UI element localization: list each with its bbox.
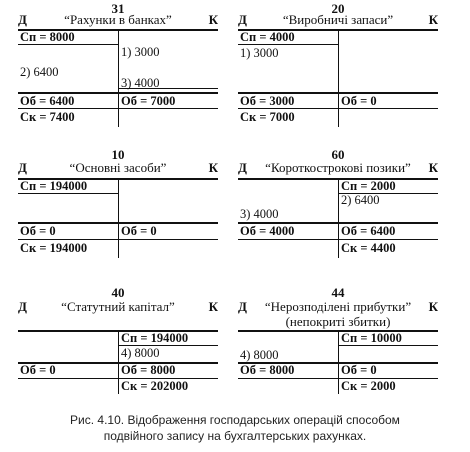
account-title: “ Нерозподілені прибутки ”	[254, 299, 422, 315]
account-title: “ Рахунки в банках ”	[34, 12, 202, 28]
turnover-underline	[238, 239, 438, 240]
opening-balance-credit: Сп = 2000	[341, 179, 396, 193]
closing-balance-credit: Ск = 4400	[341, 241, 396, 255]
credit-mark: К	[208, 160, 218, 175]
debit-mark: Д	[238, 299, 247, 314]
account-60	[238, 148, 438, 258]
turnover-underline	[18, 108, 218, 109]
opening-balance-debit: Сп = 4000	[240, 30, 295, 44]
credit-entry: 4) 8000	[121, 346, 160, 360]
account-header	[238, 299, 438, 315]
debit-mark: Д	[18, 299, 27, 314]
account-title: “ Статутний капітал ”	[34, 299, 202, 315]
t-divider	[118, 178, 119, 258]
turnover-underline	[238, 108, 438, 109]
turnover-underline	[238, 378, 438, 379]
turnover-debit: Об = 3000	[240, 94, 295, 108]
opening-balance-credit: Сп = 194000	[121, 331, 189, 345]
account-40	[18, 286, 218, 396]
debit-entry: 3) 4000	[240, 207, 279, 221]
opening-underline	[238, 44, 338, 45]
t-divider	[338, 29, 339, 127]
account-header	[18, 160, 218, 176]
account-header	[238, 160, 438, 176]
account-number: 44	[331, 285, 345, 300]
account-number: 20	[331, 1, 345, 16]
turnover-credit: Об = 0	[121, 224, 157, 238]
turnover-underline	[18, 239, 218, 240]
closing-balance-debit: Ск = 7400	[20, 110, 75, 124]
turnover-credit: Об = 6400	[341, 224, 396, 238]
account-number: 40	[111, 285, 125, 300]
figure-caption-line-1: Рис. 4.10. Відображення господарських операцій способом	[70, 413, 400, 427]
closing-balance-credit: Ск = 202000	[121, 379, 189, 393]
figure-caption-line-2: подвійного запису на бухгалтерських рахунках.	[103, 429, 367, 443]
credit-mark: К	[428, 160, 438, 175]
closing-balance-credit: Ск = 2000	[341, 379, 396, 393]
t-divider	[338, 178, 339, 258]
account-44	[238, 286, 438, 396]
closing-balance-debit: Ск = 7000	[240, 110, 295, 124]
account-number: 10	[111, 147, 125, 162]
turnover-debit: Об = 8000	[240, 363, 295, 377]
debit-mark: Д	[18, 160, 27, 175]
credit-mark: К	[208, 299, 218, 314]
opening-underline	[338, 345, 438, 346]
debit-entry: 4) 8000	[240, 348, 279, 362]
opening-balance-credit: Сп = 10000	[341, 331, 402, 345]
account-header	[18, 12, 218, 28]
account-31	[18, 0, 218, 130]
turnover-credit: Об = 0	[341, 94, 377, 108]
account-number: 60	[331, 147, 345, 162]
opening-underline	[18, 44, 118, 45]
debit-entry: 1) 3000	[240, 46, 279, 60]
turnover-debit: Об = 0	[20, 224, 56, 238]
account-title: “ Основні засоби ”	[34, 160, 202, 176]
account-title: “ Короткострокові позики ”	[254, 160, 422, 176]
credit-mark: К	[428, 299, 438, 314]
turnover-credit: Об = 0	[341, 363, 377, 377]
t-divider	[118, 29, 119, 127]
credit-entry: 2) 6400	[341, 193, 380, 207]
debit-entry: 2) 6400	[20, 65, 59, 79]
credit-mark: К	[208, 12, 218, 27]
turnover-credit: Об = 7000	[121, 94, 176, 108]
credit-mark: К	[428, 12, 438, 27]
debit-mark: Д	[238, 12, 247, 27]
account-10	[18, 148, 218, 258]
account-20	[238, 0, 438, 130]
account-subtitle: ( непокриті збитки )	[238, 315, 438, 329]
turnover-debit: Об = 6400	[20, 94, 75, 108]
account-header	[18, 299, 218, 315]
credit-entry: 1) 3000	[121, 45, 160, 59]
turnover-debit: Об = 0	[20, 363, 56, 377]
opening-balance-debit: Сп = 194000	[20, 179, 88, 193]
account-number: 31	[111, 1, 125, 16]
credit-entry: 3) 4000	[121, 76, 160, 90]
account-header	[238, 12, 438, 28]
opening-balance-debit: Сп = 8000	[20, 30, 75, 44]
turnover-debit: Об = 4000	[240, 224, 295, 238]
opening-underline	[18, 193, 118, 194]
turnover-credit: Об = 8000	[121, 363, 176, 377]
closing-balance-debit: Ск = 194000	[20, 241, 88, 255]
debit-mark: Д	[18, 12, 27, 27]
debit-mark: Д	[238, 160, 247, 175]
account-title: “ Виробничі запаси ”	[254, 12, 422, 28]
